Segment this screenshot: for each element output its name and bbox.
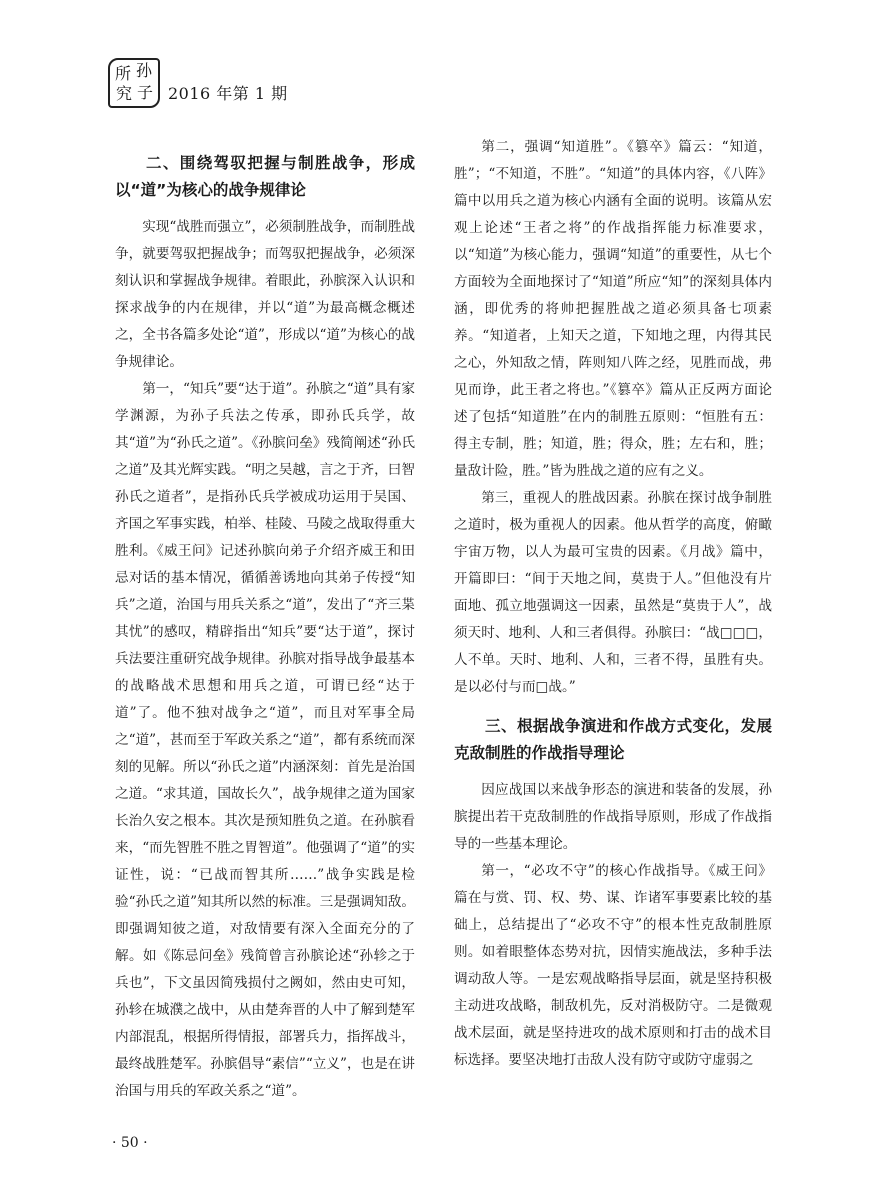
logo-char: 究 [116,84,133,103]
logo-char: 子 [137,83,154,102]
issue-label: 2016 年第 1 期 [168,84,288,103]
paragraph: 第一，“必攻不守”的核心作战指导。《威王问》篇在与赏、罚、权、势、谋、诈诸军事要素比较的基础上，总结提出了“必攻不守”的根本性克敌制胜原则。如着眼整体态势对抗，因情实施战法，多种手法调动敌人等。一是宏观战略指导层面，就是坚持积极主动进攻战略，制敌机先，反对消极防守。二是微观战术层面，就是坚持进攻的战术原则和打击的战术目标选择。要坚决地打击敌人没有防守或防守虚弱之 [454,863,772,1068]
right-column [454,134,772,1074]
logo-char: 所 [115,64,132,83]
page-number: · 50 · [112,1135,148,1151]
journal-header [108,52,288,108]
paragraph: 第二，强调“知道胜”。《篡卒》篇云：“知道，胜”；“不知道，不胜”。“知道”的具体内容，《八阵》篇中以用兵之道为核心内涵有全面的说明。该篇从宏观上论述“王者之将”的作战指挥能力标准要求，以“知道”为核心能力，强调“知道”的重要性，从七个方面较为全面地探讨了“知道”所应“知”的深刻具体内涵，即优秀的将帅把握胜战之道必须具备七项素养。“知道者，上知天之道，下知地之理，内得其民之心，外知敌之情，阵则知八阵之经，见胜而战，弗见而诤，此王者之将也。”《篡卒》篇从正反两方面论述了包括“知道胜”在内的制胜五原则：“恒胜有五：得主专制，胜；知道，胜；得众，胜；左右和，胜；量敌计险，胜。”皆为胜战之道的应有之义。 [454,139,772,479]
paragraph: 实现“战胜而强立”，必须制胜战争，而制胜战争，就要驾驭把握战争；而驾驭把握战争，必须深刻认识和掌握战争规律。着眼此，孙膑深入认识和探求战争的内在规律，并以“道”为最高概念概述之，全书各篇多处论“道”，形成以“道”为核心的战争规律论。 [115,219,415,370]
section-title: 二、围绕驾驭把握与制胜战争，形成以“道”为核心的战争规律论 [115,154,415,199]
paragraph: 第三，重视人的胜战因素。孙膑在探讨战争制胜之道时，极为重视人的因素。他从哲学的高度，俯瞰宇宙万物，以人为最可宝贵的因素。《月战》篇中，开篇即曰：“间于天地之间，莫贵于人。”但他没有片面地、孤立地强调这一因素，虽然是“莫贵于人”，战须天时、地利、人和三者俱得。孙膑曰：“战□□□，人不单。天时、地利、人和，三者不得，虽胜有央。是以必付与而□战。” [454,490,772,695]
paragraph: 第一，“知兵”要“达于道”。孙膑之“道”具有家学渊源，为孙子兵法之传承，即孙氏兵学，故其“道”为“孙氏之道”。《孙膑问垒》残简阐述“孙氏之道”及其光辉实践。“明之吴越，言之于齐，曰智孙氏之道者”，是指孙氏兵学被成功运用于吴国、齐国之军事实践，柏举、桂陵、马陵之战取得重大胜利。《威王问》记述孙膑向弟子介绍齐威王和田忌对话的基本情况，循循善诱地向其弟子传授“知兵”之道，治国与用兵关系之“道”，发出了“齐三枼其忧”的感叹，精辟指出“知兵”要“达于道”，探讨兵法要注重研究战争规律。孙膑对指导战争最基本的战略战术思想和用兵之道，可谓已经“达于道”了。他不独对战争之“道”，而且对军事全局之“道”，甚而至于军政关系之“道”，都有系统而深刻的见解。所以“孙氏之道”内涵深刻：首先是治国之道。“求其道，国故长久”，战争规律之道为国家长治久安之根本。其次是预知胜负之道。在孙膑看来，“而先智胜不胜之胃智道”。他强调了“道”的实证性，说：“已战而智其所……”战争实践是检验“孙氏之道”知其所以然的标准。三是强调知敌。即强调知彼之道，对敌情要有深入全面充分的了解。如《陈忌问垒》残简曾言孙膑论述“孙轸之于兵也”，下文虽因简残损付之阙如，然由史可知，孙轸在城濮之战中，从由楚奔晋的人中了解到楚军内部混乱，根据所得情报，部署兵力，指挥战斗，最终战胜楚军。孙膑倡导“素信”“立义”，也是在讲治国与用兵的军政关系之“道”。 [115,381,415,1099]
section-title: 三、根据战争演进和作战方式变化，发展克敌制胜的作战指导理论 [454,717,772,762]
logo-char: 孙 [136,61,153,80]
left-column [115,150,415,1105]
paragraph: 因应战国以来战争形态的演进和装备的发展，孙膑提出若干克敌制胜的作战指导原则，形成了作战指导的一些基本理论。 [454,782,772,852]
journal-logo [108,58,160,108]
